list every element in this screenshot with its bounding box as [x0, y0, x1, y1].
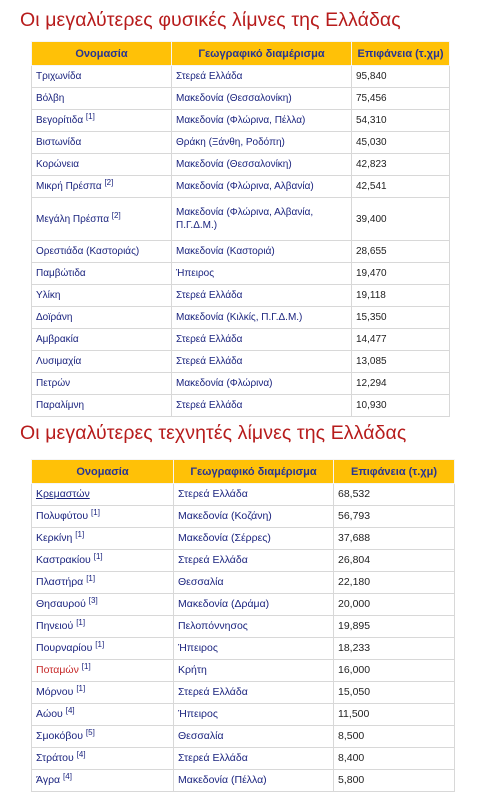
lake-name-cell[interactable]	[32, 550, 174, 572]
table-row	[32, 572, 455, 594]
area-cell: 28,655	[352, 241, 450, 263]
area-cell: 18,233	[334, 638, 455, 660]
reference-link[interactable]: [1]	[76, 618, 86, 627]
lake-name-link[interactable]: Κορώνεια	[36, 159, 80, 170]
region-cell[interactable]: Στερεά Ελλάδα	[174, 484, 334, 506]
region-cell[interactable]: Στερεά Ελλάδα	[174, 748, 334, 770]
area-cell: 68,532	[334, 484, 455, 506]
area-cell: 11,500	[334, 704, 455, 726]
reference-link[interactable]: [1]	[86, 574, 96, 583]
lake-name-cell[interactable]	[32, 528, 174, 550]
table-row	[32, 594, 455, 616]
table-row	[32, 263, 450, 285]
area-cell: 75,456	[352, 88, 450, 110]
lake-name-cell[interactable]	[32, 682, 174, 704]
region-cell[interactable]: Θεσσαλία	[174, 726, 334, 748]
table-row	[32, 660, 455, 682]
table-row	[32, 88, 450, 110]
region-cell[interactable]: Μακεδονία (Φλώρινα, Αλβανία, Π.Γ.Δ.Μ.)	[172, 198, 352, 241]
lake-name-link[interactable]: Υλίκη	[36, 290, 61, 301]
lake-name-cell[interactable]	[32, 351, 172, 373]
region-cell[interactable]: Ήπειρος	[172, 263, 352, 285]
lake-name-cell[interactable]	[32, 66, 172, 88]
column-header-area: Επιφάνεια (τ.χμ)	[334, 460, 455, 484]
area-cell: 16,000	[334, 660, 455, 682]
lake-name-cell[interactable]	[32, 88, 172, 110]
table-row	[32, 638, 455, 660]
area-cell: 20,000	[334, 594, 455, 616]
lake-name-link[interactable]: Σμοκόβου	[36, 730, 83, 742]
lake-name-cell[interactable]	[32, 638, 174, 660]
region-cell[interactable]: Μακεδονία (Κοζάνη)	[174, 506, 334, 528]
area-cell: 19,470	[352, 263, 450, 285]
table-row	[32, 682, 455, 704]
area-cell: 26,804	[334, 550, 455, 572]
region-cell[interactable]: Μακεδονία (Πέλλα)	[174, 770, 334, 792]
region-cell[interactable]: Ήπειρος	[174, 704, 334, 726]
lake-name-cell[interactable]	[32, 660, 174, 682]
lake-name-cell[interactable]	[32, 572, 174, 594]
area-cell: 19,118	[352, 285, 450, 307]
lake-name-cell[interactable]	[32, 285, 172, 307]
region-cell[interactable]: Στερεά Ελλάδα	[172, 66, 352, 88]
lake-name-link[interactable]: Στράτου	[36, 752, 74, 764]
lake-name-link[interactable]: Βιστωνίδα	[36, 137, 82, 148]
lake-name-cell[interactable]	[32, 132, 172, 154]
lake-name-link[interactable]: Βόλβη	[36, 93, 65, 104]
table-row	[32, 66, 450, 88]
area-cell: 12,294	[352, 373, 450, 395]
table-row	[32, 704, 455, 726]
table-header-row	[32, 460, 455, 484]
lake-name-cell[interactable]	[32, 373, 172, 395]
table-row	[32, 241, 450, 263]
region-cell[interactable]: Πελοπόννησος	[174, 616, 334, 638]
lake-name-link[interactable]: Λυσιμαχία	[36, 356, 82, 367]
reference-link[interactable]: [5]	[85, 728, 95, 737]
lake-name-cell[interactable]	[32, 198, 172, 241]
reference-link[interactable]: [4]	[65, 706, 75, 715]
table-row	[32, 351, 450, 373]
area-cell: 54,310	[352, 110, 450, 132]
lake-name-cell[interactable]	[32, 329, 172, 351]
area-cell: 19,895	[334, 616, 455, 638]
area-cell: 8,400	[334, 748, 455, 770]
table-row	[32, 110, 450, 132]
region-cell[interactable]: Μακεδονία (Θεσσαλονίκη)	[172, 154, 352, 176]
region-cell[interactable]: Στερεά Ελλάδα	[172, 285, 352, 307]
reference-link[interactable]: [2]	[104, 178, 114, 187]
area-cell: 37,688	[334, 528, 455, 550]
lake-name-link[interactable]: Κρεμαστών	[36, 488, 90, 500]
lake-name-cell[interactable]	[32, 110, 172, 132]
lake-name-link[interactable]: Ποταμών	[36, 664, 79, 676]
lake-name-link[interactable]: Άγρα	[36, 774, 61, 786]
region-cell[interactable]: Μακεδονία (Φλώρινα)	[172, 373, 352, 395]
area-cell: 14,477	[352, 329, 450, 351]
area-cell: 22,180	[334, 572, 455, 594]
natural-lakes-title: Οι μεγαλύτερες φυσικές λίμνες της Ελλάδας	[20, 9, 401, 31]
lake-name-link[interactable]: Ορεστιάδα (Καστοριάς)	[36, 246, 140, 257]
lake-name-link[interactable]: Καστρακίου	[36, 554, 91, 566]
artificial-lakes-table	[31, 459, 455, 792]
region-cell[interactable]: Μακεδονία (Καστοριά)	[172, 241, 352, 263]
table-row	[32, 748, 455, 770]
area-cell: 5,800	[334, 770, 455, 792]
area-cell: 56,793	[334, 506, 455, 528]
lake-name-cell[interactable]	[32, 176, 172, 198]
table-row	[32, 176, 450, 198]
region-cell[interactable]: Στερεά Ελλάδα	[172, 351, 352, 373]
region-cell[interactable]: Θράκη (Ξάνθη, Ροδόπη)	[172, 132, 352, 154]
reference-link[interactable]: [1]	[91, 508, 100, 517]
lake-name-cell[interactable]	[32, 616, 174, 638]
column-header-region: Γεωγραφικό διαμέρισμα	[172, 42, 352, 66]
table-row	[32, 616, 455, 638]
region-cell[interactable]: Θεσσαλία	[174, 572, 334, 594]
table-row	[32, 373, 450, 395]
table-row	[32, 726, 455, 748]
lake-name-cell[interactable]	[32, 395, 172, 417]
reference-link[interactable]: [4]	[63, 772, 72, 781]
lake-name-link[interactable]: Θησαυρού	[36, 598, 86, 610]
lake-name-cell[interactable]	[32, 748, 174, 770]
reference-link[interactable]: [1]	[85, 112, 95, 121]
area-cell: 13,085	[352, 351, 450, 373]
natural-lakes-table	[31, 41, 450, 417]
artificial-lakes-title: Οι μεγαλύτερες τεχνητές λίμνες της Ελλάδας	[20, 422, 407, 444]
lake-name-cell[interactable]	[32, 307, 172, 329]
region-cell[interactable]: Μακεδονία (Δράμα)	[174, 594, 334, 616]
lake-name-link[interactable]: Παραλίμνη	[36, 400, 85, 411]
reference-link[interactable]: [2]	[111, 210, 121, 220]
lake-name-link[interactable]: Κερκίνη	[36, 532, 73, 544]
area-cell: 15,050	[334, 682, 455, 704]
lake-name-link[interactable]: Αμβρακία	[36, 334, 79, 345]
region-cell[interactable]: Στερεά Ελλάδα	[172, 329, 352, 351]
table-row	[32, 154, 450, 176]
area-cell: 8,500	[334, 726, 455, 748]
table-row	[32, 132, 450, 154]
area-cell: 42,541	[352, 176, 450, 198]
region-cell[interactable]: Μακεδονία (Φλώρινα, Αλβανία)	[172, 176, 352, 198]
lake-name-link[interactable]: Αώου	[36, 708, 63, 720]
column-header-region: Γεωγραφικό διαμέρισμα	[174, 460, 334, 484]
lake-name-link[interactable]: Βεγορίτιδα	[36, 115, 84, 126]
lake-name-link[interactable]: Μόρνου	[36, 686, 74, 698]
table-row	[32, 770, 455, 792]
column-header-area: Επιφάνεια (τ.χμ)	[352, 42, 450, 66]
column-header-name: Ονομασία	[32, 42, 172, 66]
area-cell: 45,030	[352, 132, 450, 154]
table-row	[32, 198, 450, 241]
table-row	[32, 285, 450, 307]
area-cell: 10,930	[352, 395, 450, 417]
table-row	[32, 395, 450, 417]
reference-link[interactable]: [1]	[76, 684, 86, 693]
table-row	[32, 528, 455, 550]
area-cell: 15,350	[352, 307, 450, 329]
area-cell: 95,840	[352, 66, 450, 88]
region-cell[interactable]: Στερεά Ελλάδα	[174, 550, 334, 572]
region-cell[interactable]: Ήπειρος	[174, 638, 334, 660]
region-cell[interactable]: Κρήτη	[174, 660, 334, 682]
area-cell: 39,400	[352, 198, 450, 241]
table-row	[32, 329, 450, 351]
lake-name-cell[interactable]	[32, 594, 174, 616]
lake-name-cell[interactable]	[32, 241, 172, 263]
reference-link[interactable]: [3]	[88, 596, 98, 605]
region-cell[interactable]: Μακεδονία (Θεσσαλονίκη)	[172, 88, 352, 110]
lake-name-link[interactable]: Μεγάλη Πρέσπα	[36, 213, 109, 225]
table-header-row	[32, 42, 450, 66]
lake-name-cell[interactable]	[32, 506, 174, 528]
reference-link[interactable]: [1]	[95, 640, 105, 649]
lake-name-cell[interactable]	[32, 770, 174, 792]
reference-link[interactable]: [1]	[75, 530, 85, 539]
table-row	[32, 307, 450, 329]
lake-name-cell[interactable]	[32, 726, 174, 748]
lake-name-link[interactable]: Πετρών	[36, 378, 71, 389]
table-row	[32, 550, 455, 572]
table-row	[32, 484, 455, 506]
lake-name-link[interactable]: Δοϊράνη	[36, 312, 73, 323]
column-header-name: Ονομασία	[32, 460, 174, 484]
lake-name-link[interactable]: Παμβώτιδα	[36, 268, 86, 279]
lake-name-link[interactable]: Μικρή Πρέσπα	[36, 181, 102, 192]
area-cell: 42,823	[352, 154, 450, 176]
table-row	[32, 506, 455, 528]
reference-link[interactable]: [4]	[76, 750, 86, 759]
reference-link[interactable]: [1]	[81, 662, 91, 671]
region-cell[interactable]: Στερεά Ελλάδα	[172, 395, 352, 417]
lake-name-link[interactable]: Πολυφύτου	[36, 510, 89, 522]
lake-name-link[interactable]: Πλαστήρα	[36, 576, 84, 588]
lake-name-link[interactable]: Πηνειού	[36, 620, 74, 632]
region-cell[interactable]: Μακεδονία (Φλώρινα, Πέλλα)	[172, 110, 352, 132]
lake-name-cell[interactable]	[32, 154, 172, 176]
lake-name-link[interactable]: Πουρναρίου	[36, 642, 93, 654]
lake-name-cell[interactable]	[32, 704, 174, 726]
region-cell[interactable]: Μακεδονία (Σέρρες)	[174, 528, 334, 550]
reference-link[interactable]: [1]	[93, 552, 103, 561]
region-cell[interactable]: Στερεά Ελλάδα	[174, 682, 334, 704]
lake-name-cell[interactable]	[32, 484, 174, 506]
lake-name-link[interactable]: Τριχωνίδα	[36, 71, 82, 82]
region-cell[interactable]: Μακεδονία (Κιλκίς, Π.Γ.Δ.Μ.)	[172, 307, 352, 329]
lake-name-cell[interactable]	[32, 263, 172, 285]
